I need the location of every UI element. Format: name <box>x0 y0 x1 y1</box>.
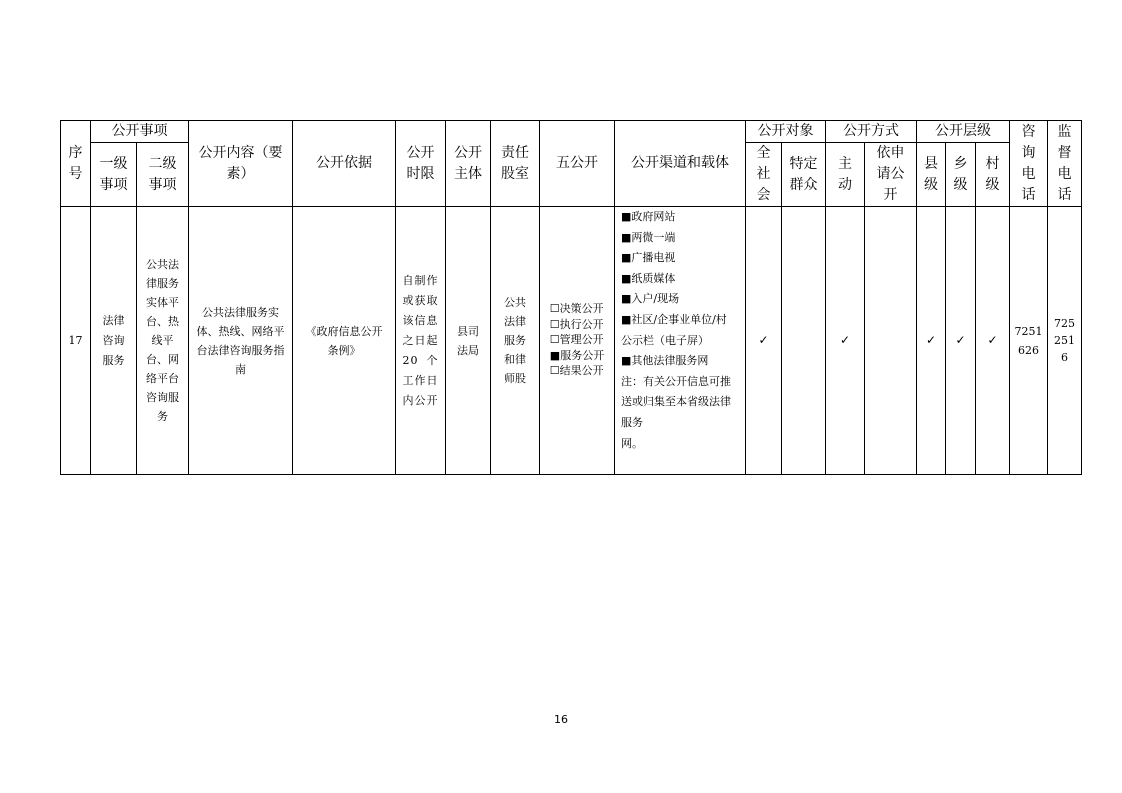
header-supervise-phone-text: 监督电话 <box>1057 123 1072 203</box>
header-seq-text: 序号 <box>68 144 83 182</box>
channel-line: ■广播电视 <box>621 251 676 265</box>
row-content <box>189 207 293 475</box>
row-level2 <box>137 207 189 475</box>
header-township-text: 乡级 <box>953 155 968 193</box>
row-subject <box>446 207 491 475</box>
channel-line: ■社区/企事业单位/村 <box>621 312 727 326</box>
row-supervise-phone <box>1048 207 1082 475</box>
header-county-text: 县级 <box>924 155 938 193</box>
row-department-text: 公共法律服务和律师股 <box>504 296 526 385</box>
header-supervise-phone <box>1048 121 1082 207</box>
checkbox-icon: ■ <box>549 348 561 362</box>
five-public-item[interactable] <box>550 363 604 379</box>
header-county <box>917 143 946 207</box>
channel-line: 网。 <box>621 436 643 450</box>
header-township <box>946 143 976 207</box>
header-content <box>189 121 293 207</box>
five-public-item[interactable] <box>550 301 604 317</box>
checkbox-icon: ☐ <box>549 317 560 331</box>
header-level2-text: 二级事项 <box>148 155 177 193</box>
channel-line: 服务 <box>621 415 643 429</box>
row-content-text: 公共法律服务实体、热线、网络平台法律咨询服务指南 <box>196 305 285 376</box>
channel-line: 送或归集至本省级法律 <box>621 395 731 409</box>
channel-line: ■政府网站 <box>621 210 676 223</box>
disclosure-table <box>60 120 1082 475</box>
five-public-item[interactable] <box>550 332 604 348</box>
header-subject <box>446 121 491 207</box>
header-subject-text: 公开主体 <box>454 144 482 182</box>
row-level1 <box>91 207 137 475</box>
row-seq: 17 <box>61 207 91 475</box>
page-number: 16 <box>554 713 568 726</box>
header-method: 公开方式 <box>826 121 917 143</box>
row-basis <box>293 207 396 475</box>
header-time-limit-text: 公开时限 <box>406 144 435 182</box>
header-active-text: 主动 <box>838 155 852 193</box>
header-village <box>976 143 1010 207</box>
header-on-request <box>865 143 917 207</box>
five-public-item[interactable] <box>550 317 604 333</box>
row-active-check: ✓ <box>826 207 865 475</box>
header-seq <box>61 121 91 207</box>
channel-line: ■纸质媒体 <box>621 271 676 285</box>
row-township-check: ✓ <box>946 207 976 475</box>
channel-line: 公示栏（电子屏） <box>621 333 709 347</box>
row-specific-groups-check <box>782 207 826 475</box>
header-level: 公开层级 <box>917 121 1010 143</box>
header-on-request-text: 依申请公开 <box>876 145 905 203</box>
header-department <box>491 121 540 207</box>
header-village-text: 村级 <box>985 155 1000 193</box>
header-content-text: 公开内容（要素） <box>198 144 283 182</box>
header-all-society <box>746 143 782 207</box>
header-consult-phone-text: 咨询电话 <box>1021 123 1036 203</box>
row-time-limit <box>396 207 446 475</box>
row-supervise-phone-text: 7252516 <box>1054 317 1075 364</box>
five-public-label: 结果公开 <box>559 364 604 377</box>
five-public-label: 服务公开 <box>560 348 605 362</box>
row-village-check: ✓ <box>976 207 1010 475</box>
header-channels: 公开渠道和载体 <box>615 121 746 207</box>
row-time-limit-text: 自制作或获取该信息之日起20个工作日内公开 <box>402 273 439 407</box>
row-consult-phone <box>1010 207 1048 475</box>
header-level2 <box>137 143 189 207</box>
header-level1 <box>91 143 137 207</box>
checkbox-icon: ☐ <box>549 333 560 346</box>
five-public-label: 管理公开 <box>559 333 604 346</box>
channel-line: ■其他法律服务网 <box>621 354 709 368</box>
header-time-limit <box>396 121 446 207</box>
header-active <box>826 143 865 207</box>
row-consult-phone-text: 7251626 <box>1014 324 1043 357</box>
row-subject-text: 县司法局 <box>457 324 479 357</box>
channel-line: ■两微一端 <box>621 230 676 244</box>
row-channels <box>615 207 746 475</box>
row-five-public <box>540 207 615 475</box>
header-consult-phone <box>1010 121 1048 207</box>
channel-line: ■入户/现场 <box>621 292 680 306</box>
checkbox-icon: ☐ <box>549 302 560 315</box>
header-audience: 公开对象 <box>746 121 826 143</box>
row-all-society-check: ✓ <box>746 207 782 475</box>
five-public-item[interactable] <box>550 348 604 364</box>
row-level2-text: 公共法律服务实体平台、热线平台、网络平台咨询服务 <box>146 258 179 423</box>
row-county-check: ✓ <box>917 207 946 475</box>
channel-line: 注：有关公开信息可推 <box>621 374 731 388</box>
five-public-label: 决策公开 <box>559 302 604 315</box>
row-level1-text: 法律咨询服务 <box>102 313 125 367</box>
header-basis: 公开依据 <box>293 121 396 207</box>
header-five-public: 五公开 <box>540 121 615 207</box>
header-department-text: 责任股室 <box>501 144 529 182</box>
header-all-society-text: 全社会 <box>756 145 771 203</box>
row-basis-text: 《政府信息公开条例》 <box>305 324 383 357</box>
five-public-label: 执行公开 <box>559 317 604 331</box>
header-level1-text: 一级事项 <box>99 155 128 193</box>
checkbox-icon: ☐ <box>549 364 560 377</box>
row-department <box>491 207 540 475</box>
header-specific-groups-text: 特定群众 <box>789 155 818 193</box>
five-public-list <box>550 301 604 379</box>
row-on-request-check <box>865 207 917 475</box>
header-public-items: 公开事项 <box>91 121 189 143</box>
header-specific-groups <box>782 143 826 207</box>
